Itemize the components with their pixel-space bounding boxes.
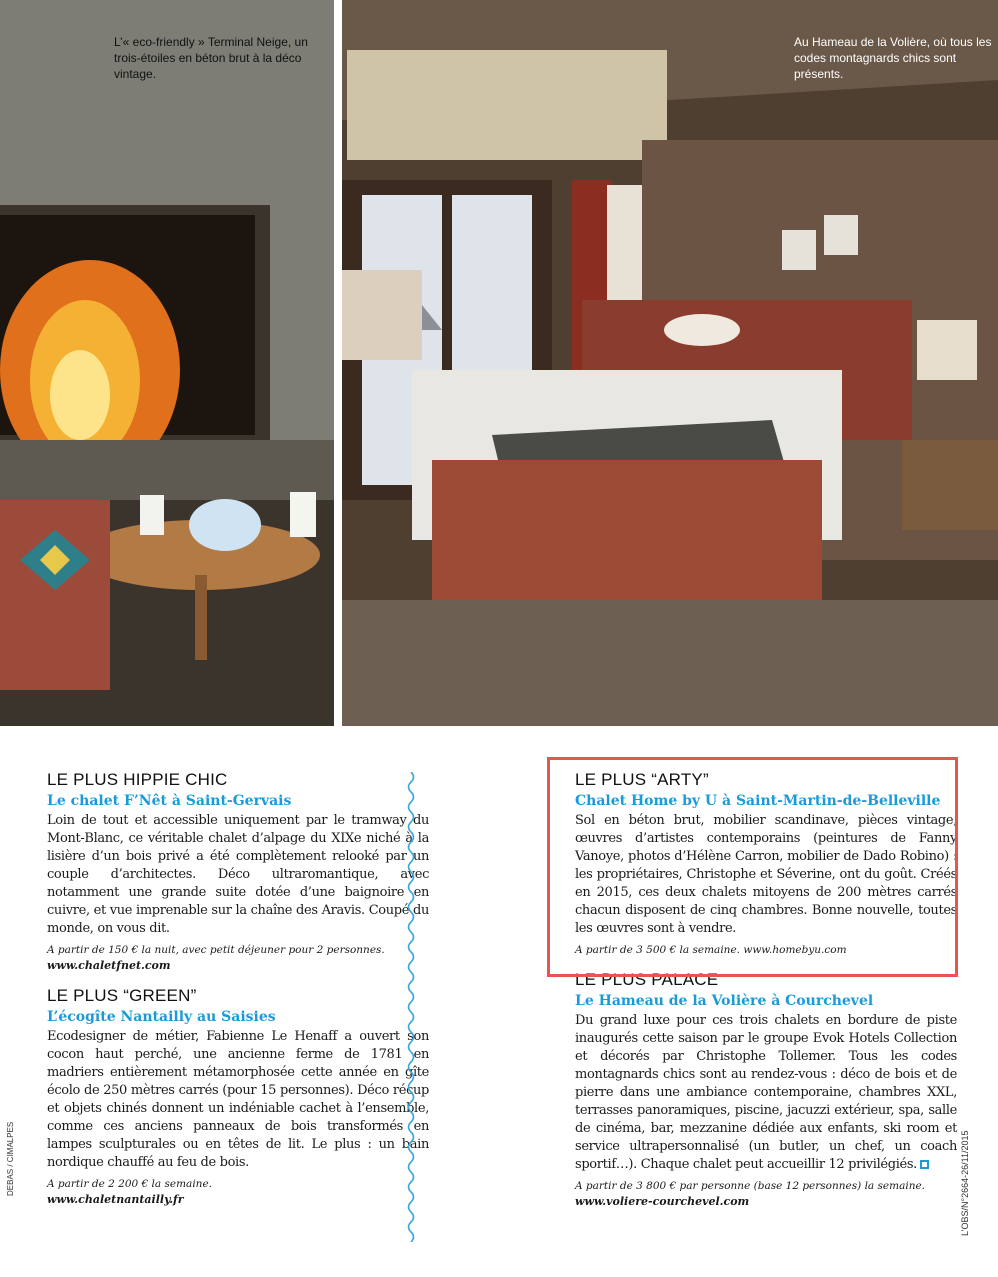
kicker-palace: LE PLUS PALACE xyxy=(575,970,719,989)
subtitle-ecogite-nantailly: L’écogîte Nantailly au Saisies xyxy=(47,1009,276,1025)
caption-right: Au Hameau de la Volière, où tous les codes montagnards chics sont présents. xyxy=(794,35,992,81)
end-of-article-icon xyxy=(920,1160,929,1169)
photo-credit: DEBAS / CIMALPES xyxy=(6,1121,15,1196)
body-hameau-voliere-text: Du grand luxe pour ces trois chalets en bordure de piste inaugurés cette saison par le groupe Evok Hotels Collection et décorés par Christophe Tollemer. Tous les codes montagnards chics sont au rendez-vous : déco de bois et de pierre dans une ambiance contemporaine, chambres XXL, terrasses panoramiques, piscine, jacuzzi extérieur, spa, salle de cinéma, bar, mezzanine dédiée aux enfants, ski room et service ultrapersonnalisé (un butler, un chef, un coach sportif…). Chaque chalet peut accueillir 12 privilégiés. xyxy=(575,1013,957,1172)
photo-hameau-voliere-bedroom xyxy=(342,0,998,726)
article-palace xyxy=(575,970,957,1210)
bedroom-illustration xyxy=(342,0,998,726)
body-hameau-voliere xyxy=(575,1012,957,1174)
photo-terminal-neige xyxy=(0,0,334,726)
body-chalet-fnet: Loin de tout et accessible uniquement par le tramway du Mont-Blanc, ce véritable chalet d’alpage du XIXe niché à la lisière d’un bois privé a été complètement relooké par un couple d’architectes. Déco ultraromantique, avec notamment une grande suite dotée d’une baignoire en cuivre, et vue imprenable sur la chaîne des Aravis. Coupé du monde, on vous dit. xyxy=(47,813,429,936)
article-green xyxy=(47,986,429,1208)
page-folio: L’OBS/N°2664-26/11/2015 xyxy=(960,1130,970,1236)
kicker-arty: LE PLUS “ARTY” xyxy=(575,770,709,789)
caption-left: L’« eco-friendly » Terminal Neige, un trois-étoiles en béton brut à la déco vintage. xyxy=(114,35,308,81)
column-left xyxy=(47,770,429,1220)
link-ecogite-nantailly[interactable]: www.chaletnantailly.fr xyxy=(47,1193,184,1206)
subtitle-chalet-fnet: Le chalet F’Nêt à Saint-Gervais xyxy=(47,793,292,809)
wavy-divider xyxy=(404,772,418,1242)
subtitle-home-by-u: Chalet Home by U à Saint-Martin-de-Belleville xyxy=(575,793,941,809)
kicker-hippie-chic: LE PLUS HIPPIE CHIC xyxy=(47,770,228,789)
price-home-by-u: A partir de 3 500 € la semaine. www.homebyu.com xyxy=(575,944,847,956)
highlight-box-arty xyxy=(547,757,958,977)
link-chalet-fnet[interactable]: www.chaletfnet.com xyxy=(47,959,171,972)
article-hippie-chic xyxy=(47,770,429,974)
body-ecogite-nantailly: Ecodesigner de métier, Fabienne Le Henaff a ouvert son cocon haut perché, une ancienne ferme de 1781 en madriers entièrement métamorphosée cette année en gîte écolo de 250 mètres carrés (pour 15 personnes). Déco récup et objets chinés donnent un indéniable cachet à l’ensemble, comme ces anciens panneaux de bois transformés en lampes sculpturales ou en têtes de lit. Le plus : un bain nordique chauffé au feu de bois. xyxy=(47,1029,429,1170)
link-hameau-voliere[interactable]: www.voliere-courchevel.com xyxy=(575,1195,750,1208)
subtitle-hameau-voliere: Le Hameau de la Volière à Courchevel xyxy=(575,993,874,1009)
kicker-green: LE PLUS “GREEN” xyxy=(47,986,197,1005)
body-home-by-u: Sol en béton brut, mobilier scandinave, pièces vintage, œuvres d’artistes contemporains (peintures de Fanny Vanoye, photos d’Hélène Carron, mobilier de Dado Robino) : les propriétaires, Christophe et Séverine, ont du goût. Créés en 2015, ces deux chalets mitoyens de 200 mètres carrés chacun disposent de cinq chambres. Bonne nouvelle, toutes les œuvres sont à vendre. xyxy=(575,813,957,936)
fireplace-illustration xyxy=(0,0,334,726)
price-ecogite-nantailly: A partir de 2 200 € la semaine. xyxy=(47,1178,212,1190)
price-hameau-voliere: A partir de 3 800 € par personne (base 12 personnes) la semaine. xyxy=(575,1180,926,1192)
price-chalet-fnet: A partir de 150 € la nuit, avec petit déjeuner pour 2 personnes. xyxy=(47,944,385,956)
